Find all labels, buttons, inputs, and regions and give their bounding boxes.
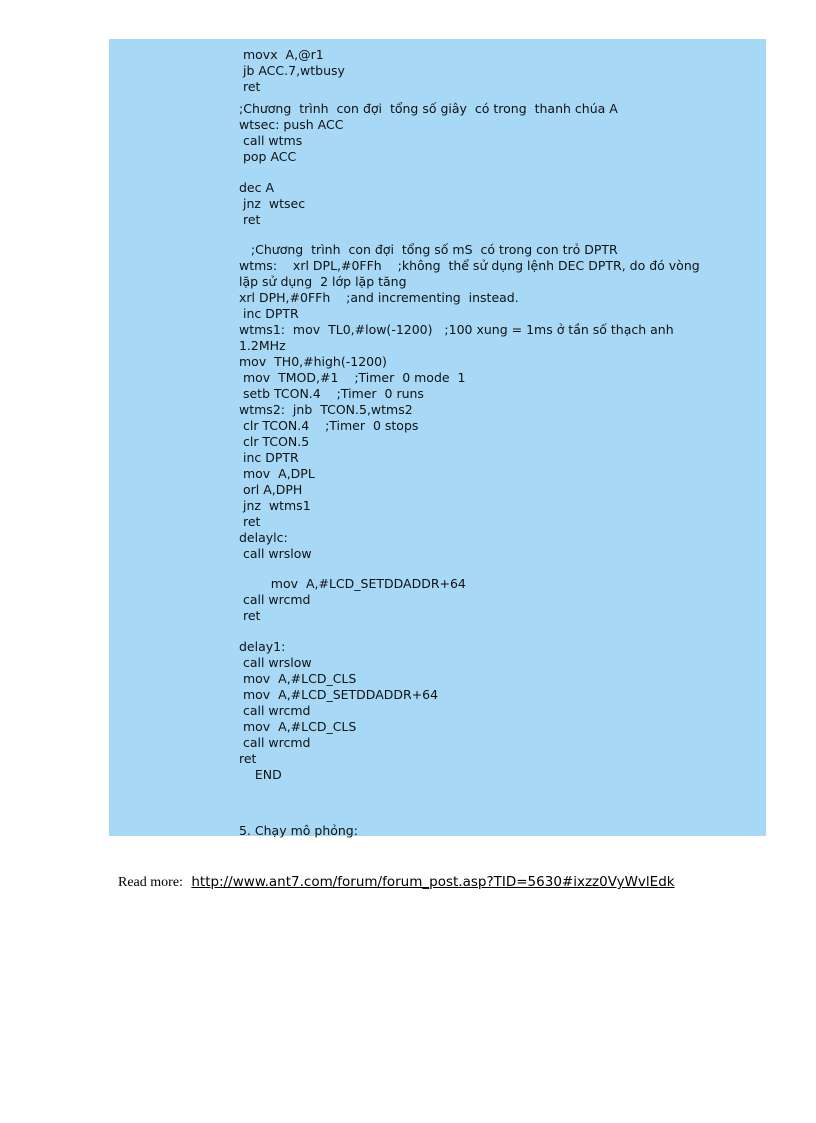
- code-line: orl A,DPH: [239, 482, 303, 497]
- code-line: setb TCON.4 ;Timer 0 runs: [239, 386, 424, 401]
- code-line: wtms2: jnb TCON.5,wtms2: [239, 402, 413, 417]
- code-line: jnz wtms1: [239, 498, 311, 513]
- code-line: ;Chương trình con đợi tổng số mS có trong con trỏ DPTR: [239, 242, 618, 257]
- code-line: END: [239, 767, 282, 782]
- code-line: inc DPTR: [239, 306, 299, 321]
- code-line: call wrcmd: [239, 592, 311, 607]
- read-more-label: Read more:: [118, 875, 183, 890]
- code-line: ret: [239, 751, 257, 766]
- code-line: ret: [239, 79, 261, 94]
- code-line: jnz wtsec: [239, 196, 306, 211]
- code-line: mov A,#LCD_CLS: [239, 671, 357, 686]
- code-line: movx A,@r1: [239, 47, 324, 62]
- code-line: ret: [239, 212, 261, 227]
- code-line: lặp sử dụng 2 lớp lặp tăng: [239, 274, 407, 289]
- code-line: clr TCON.5: [239, 434, 310, 449]
- code-line: wtms1: mov TL0,#low(-1200) ;100 xung = 1ms ở tần số thạch anh: [239, 322, 674, 337]
- code-line: call wrcmd: [239, 703, 311, 718]
- read-more-row: [118, 873, 675, 891]
- code-line: inc DPTR: [239, 450, 299, 465]
- code-line: mov TH0,#high(-1200): [239, 354, 387, 369]
- code-line: clr TCON.4 ;Timer 0 stops: [239, 418, 419, 433]
- code-line: call wrslow: [239, 546, 312, 561]
- code-line: mov TMOD,#1 ;Timer 0 mode 1: [239, 370, 466, 385]
- code-panel: [109, 39, 766, 836]
- code-line: jb ACC.7,wtbusy: [239, 63, 345, 78]
- code-line: mov A,DPL: [239, 466, 315, 481]
- code-line: call wrcmd: [239, 735, 311, 750]
- code-line: dec A: [239, 180, 275, 195]
- code-line: ret: [239, 608, 261, 623]
- code-line: mov A,#LCD_SETDDADDR+64: [239, 576, 466, 591]
- code-line: wtms: xrl DPL,#0FFh ;không thể sử dụng lệnh DEC DPTR, do đó vòng: [239, 258, 700, 273]
- code-line: call wrslow: [239, 655, 312, 670]
- code-line: ret: [239, 514, 261, 529]
- code-line: ;Chương trình con đợi tổng số giây có trong thanh chúa A: [239, 101, 618, 116]
- code-line: mov A,#LCD_SETDDADDR+64: [239, 687, 439, 702]
- code-line: call wtms: [239, 133, 303, 148]
- read-more-link[interactable]: http://www.ant7.com/forum/forum_post.asp?TID=5630#ixzz0VyWvlEdk: [191, 874, 675, 890]
- code-line: pop ACC: [239, 149, 297, 164]
- code-line: 5. Chạy mô phỏng:: [239, 823, 358, 838]
- code-line: 1.2MHz: [239, 338, 286, 353]
- code-line: xrl DPH,#0FFh ;and incrementing instead.: [239, 290, 519, 305]
- code-line: delaylc:: [239, 530, 288, 545]
- code-line: wtsec: push ACC: [239, 117, 344, 132]
- code-line: mov A,#LCD_CLS: [239, 719, 357, 734]
- code-line: delay1:: [239, 639, 286, 654]
